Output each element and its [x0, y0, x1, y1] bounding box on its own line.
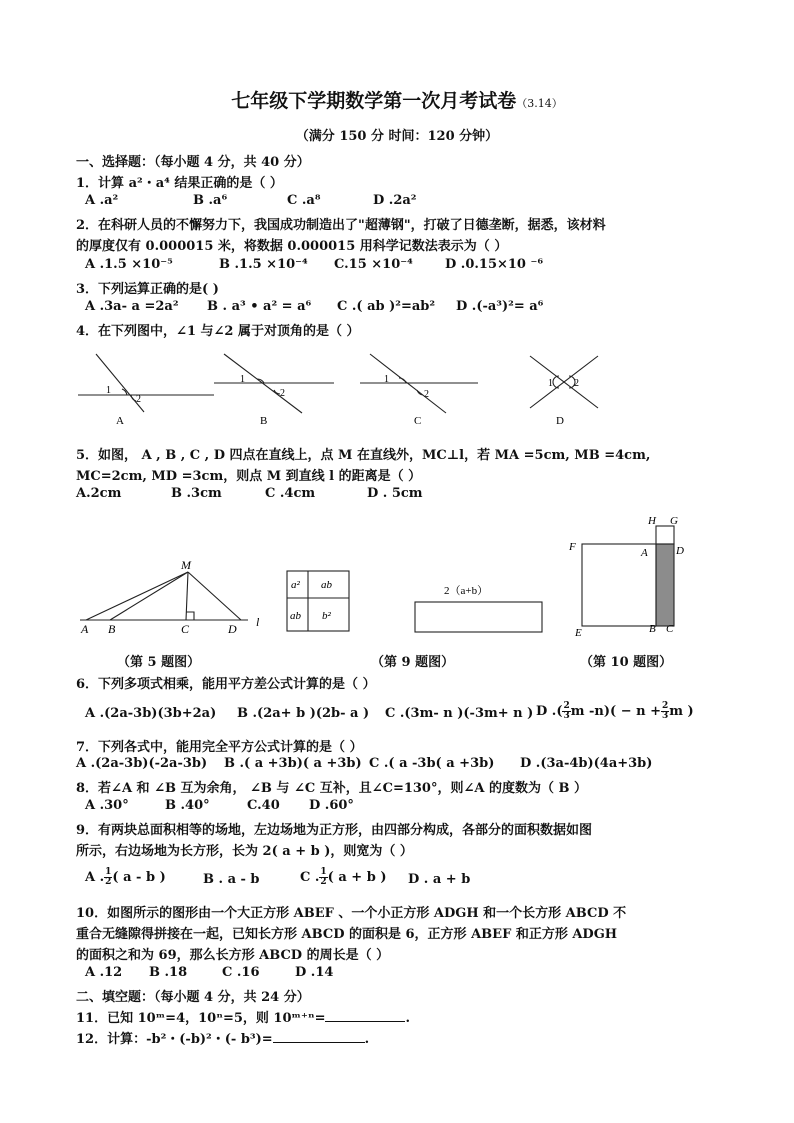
q6-option-b: B .(2a+ b )(2b- a ): [237, 706, 370, 721]
fig5-point-d: D: [228, 622, 237, 636]
section-heading-fill: 二、填空题：（每小题 4 分，共 24 分）: [76, 990, 310, 1005]
q12-answer-blank[interactable]: [273, 1031, 365, 1043]
fig5-caption: （第 5 题图）: [117, 655, 201, 670]
q5-option-d: D . 5cm: [367, 486, 423, 501]
fig5-point-a: A: [81, 622, 89, 636]
fig9-rect-label: 2（a+b）: [444, 585, 489, 597]
q4-c-angle2: 2: [424, 389, 429, 400]
q2-option-d: D .0.15×10 ⁻⁶: [445, 257, 544, 272]
q4-label-d: D: [556, 415, 564, 427]
fig9-cell-ab-left: ab: [290, 610, 301, 622]
fig5-point-c: C: [181, 622, 190, 636]
q2-option-a: A .1.5 ×10⁻⁵: [85, 257, 173, 272]
fig10-point-a: A: [641, 547, 648, 559]
q7-option-c: C .( a -3b( a +3b): [369, 756, 495, 771]
q2-stem-line1: 2．在科研人员的不懈努力下，我国成功制造出了"超薄钢"，打破了日德垄断，据悉，该材料: [76, 218, 606, 233]
q11-answer-blank[interactable]: [325, 1010, 405, 1022]
exam-info: （满分 150 分 时间：120 分钟）: [295, 129, 499, 144]
q8-option-a: A .30°: [85, 798, 129, 813]
q3-option-c: C .( ab )²=ab²: [337, 299, 436, 314]
section-heading-choice: 一、选择题：（每小题 4 分，共 40 分）: [76, 155, 310, 170]
q4-a-angle1: 1: [106, 385, 111, 396]
q4-label-b: B: [260, 415, 268, 427]
fig10-caption: （第 10 题图）: [580, 655, 673, 670]
q5-option-b: B .3cm: [171, 486, 222, 501]
q4-stem: 4．在下列图中，∠1 与∠2 属于对顶角的是（ ）: [76, 324, 360, 339]
fig10-point-c: C: [666, 623, 674, 635]
fig10-point-b: B: [649, 623, 656, 635]
q4-figure-d: [530, 356, 598, 408]
q3-stem: 3．下列运算正确的是( ): [76, 282, 219, 297]
q9-option-c: C . $\frac{1}{2}$ ( a + b ): [300, 867, 387, 887]
q8-option-d: D .60°: [309, 798, 354, 813]
q7-option-a: A .(2a-3b)(-2a-3b): [76, 756, 208, 771]
q1-option-c: C .a⁸: [287, 193, 321, 208]
q4-label-a: A: [116, 415, 124, 427]
q1-option-a: A .a²: [85, 193, 119, 208]
q9-option-a: A . $\frac{1}{2}$ ( a - b ): [85, 867, 166, 887]
q4-figure-c: [360, 354, 478, 413]
q10-option-c: C .16: [222, 965, 260, 980]
fig10-point-e: E: [575, 627, 582, 639]
fig10-point-h: H: [648, 515, 656, 527]
q7-option-d: D .(3a-4b)(4a+3b): [520, 756, 653, 771]
q10-stem-line2: 重合无缝隙得拼接在一起，已知长方形 ABCD 的面积是 6，正方形 ABEF 和正方形 ADGH: [76, 927, 618, 942]
fig5-point-b: B: [108, 622, 116, 636]
q4-angle-figures: [74, 340, 604, 432]
q11: 11．已知 10ᵐ=4，10ⁿ=5，则 10ᵐ⁺ⁿ= .: [76, 1011, 411, 1026]
q9-option-b: B . a - b: [203, 872, 260, 887]
fig5-point-m: M: [181, 558, 191, 572]
q4-b-angle1: 1: [240, 374, 245, 385]
fig9-cell-ab-top: ab: [321, 579, 332, 591]
page-title: 七年级下学期数学第一次月考试卷（3.14）: [231, 90, 563, 112]
q4-d-angle2: 2: [574, 378, 579, 389]
q6-option-d: D .( $\frac{2}{3}$ m -n)( − n + $\frac{2}{3}$ m ): [536, 701, 694, 721]
fig9-cell-b2: b²: [322, 610, 331, 622]
q5-stem-line2: MC=2cm, MD =3cm，则点 M 到直线 l 的距离是（ ）: [76, 469, 422, 484]
q9-stem-line2: 所示，右边场地为长方形，长为 2( a + b )，则宽为（ ）: [76, 844, 413, 859]
q3-option-d: D .(-a³)²= a⁶: [456, 299, 544, 314]
q6-stem: 6．下列多项式相乘，能用平方差公式计算的是（ ）: [76, 677, 376, 692]
q1-option-b: B .a⁶: [193, 193, 228, 208]
q8-option-c: C.40: [247, 798, 280, 813]
q3-option-b: B . a³ • a² = a⁶: [207, 299, 312, 314]
q1-option-d: D .2a²: [373, 193, 417, 208]
q5-stem-line1: 5．如图， A , B , C , D 四点在直线上，点 M 在直线外，MC⊥l，若 MA =5cm, MB =4cm,: [76, 448, 651, 463]
figure-9-rectangle: [412, 580, 548, 636]
q12: 12．计算：-b²・(-b)²・(- b³)= .: [76, 1032, 370, 1047]
q8-option-b: B .40°: [165, 798, 210, 813]
q4-d-angle1: 1: [548, 378, 553, 389]
q4-figure-a: [78, 354, 214, 412]
q4-label-c: C: [414, 415, 422, 427]
q2-option-c: C.15 ×10⁻⁴: [334, 257, 413, 272]
fig10-point-d: D: [676, 545, 684, 557]
fig10-point-f: F: [569, 541, 576, 553]
q10-stem-line1: 10．如图所示的图形由一个大正方形 ABEF 、一个小正方形 ADGH 和一个长方形 ABCD 不: [76, 906, 627, 921]
q10-option-d: D .14: [295, 965, 334, 980]
fig9-cell-a2: a²: [291, 579, 300, 591]
q2-stem-line2: 的厚度仅有 0.000015 米，将数据 0.000015 用科学记数法表示为（ ）: [76, 239, 508, 254]
fig5-line-l: l: [256, 615, 260, 629]
q4-b-angle2: 2: [280, 388, 285, 399]
q5-option-a: A.2cm: [76, 486, 122, 501]
fig9-caption: （第 9 题图）: [371, 655, 455, 670]
figure-5: [76, 556, 276, 640]
q1-stem: 1．计算 a²・a⁴ 结果正确的是（ ）: [76, 176, 283, 191]
q6-option-a: A .(2a-3b)(3b+2a): [85, 706, 217, 721]
q7-option-b: B .( a +3b)( a +3b): [224, 756, 362, 771]
figure-10: [564, 510, 694, 640]
figure-9-square: [284, 568, 354, 634]
fig10-point-g: G: [670, 515, 678, 527]
q7-stem: 7．下列各式中，能用完全平方公式计算的是（ ）: [76, 740, 363, 755]
q2-option-b: B .1.5 ×10⁻⁴: [219, 257, 308, 272]
q4-a-angle2: 2: [136, 394, 141, 405]
q4-figure-b: [214, 354, 334, 413]
q5-option-c: C .4cm: [265, 486, 316, 501]
q10-option-b: B .18: [149, 965, 188, 980]
q6-option-c: C .(3m- n )(-3m+ n ): [385, 706, 534, 721]
q9-stem-line1: 9．有两块总面积相等的场地，左边场地为正方形，由四部分构成，各部分的面积数据如图: [76, 823, 593, 838]
q4-c-angle1: 1: [384, 374, 389, 385]
q10-stem-line3: 的面积之和为 69，那么长方形 ABCD 的周长是（ ）: [76, 948, 390, 963]
q8-stem: 8．若∠A 和 ∠B 互为余角， ∠B 与 ∠C 互补，且∠C=130°，则∠A 的度数为（ B ）: [76, 781, 588, 796]
q10-option-a: A .12: [85, 965, 123, 980]
q9-option-d: D . a + b: [408, 872, 471, 887]
q3-option-a: A .3a- a =2a²: [85, 299, 179, 314]
